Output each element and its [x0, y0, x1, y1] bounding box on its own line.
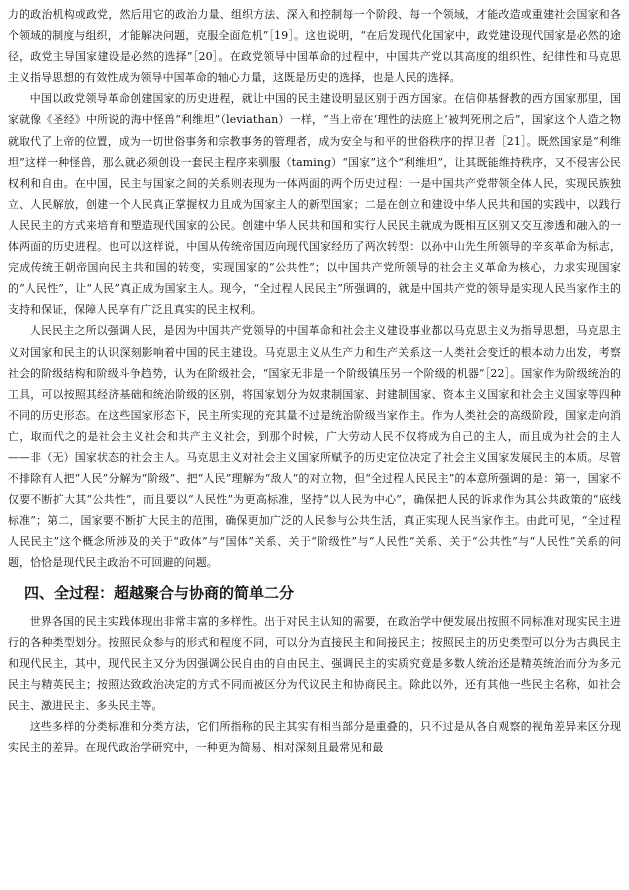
paragraph-classification-overlap: 这些多样的分类标准和分类方法，它们所指称的民主其实有相当部分是重叠的，只不过是从各自观察的视角差异来区分现实民主的差异。在现代政治学研究中，一种更为简易、相对深刻且最常见和最	[8, 720, 621, 755]
paragraph-marxism-democracy: 人民民主之所以强调人民，是因为中国共产党领导的中国革命和社会主义建设事业都以马克思主义为指导思想，马克思主义对国家和民主的认识深刻影响着中国的民主建设。马克思主义从生产力和生产关系这一人类社会变迁的根本动力出发，考察社会的阶级结构和阶级斗争趋势，认为在阶级社会，“国家无非是一个阶级镇压另一个阶级的机器”［22］。国家作为阶级统治的工具，可以按照其经济基础和统治阶级的区别，将国家划分为奴隶制国家、封建制国家、资本主义国家和社会主义国家等四种不同的历史形态。在这些国家形态下，民主所实现的充其量不过是统治阶级当家作主。作为人类社会的高级阶段，国家走向消亡，取而代之的是社会主义社会和共产主义社会，到那个时候，广大劳动人民不仅将成为自己的主人，而且成为社会的主人——非（无）国家状态的社会主人。马克思主义对社会主义国家所赋予的历史定位决定了社会主义国家发展民主的本质。尽管不排除有人把“人民”分解为“阶级”、把“人民”理解为“敌人”的对立物，但“全过程人民民主”的本意所强调的是：第一，国家不仅要不断扩大其“公共性”，而且要以“人民性”为更高标准，坚持“以人民为中心”，确保把人民的诉求作为其公共政策的“底线标准”；第二，国家要不断扩大民主的范围，确保更加广泛的人民参与公共生活，真正实现人民当家作主。由此可见，“全过程人民民主”这个概念所涉及的关于“政体”与“国体”关系、关于“阶级性”与“人民性”关系、关于“公共性”与“人民性”关系的问题，恰恰是现代民主政治不可回避的问题。	[8, 324, 621, 570]
paragraph-party-led-state: 中国以政党领导革命创建国家的历史进程，就让中国的民主建设明显区别于西方国家。在信仰基督教的西方国家那里，国家就像《圣经》中所说的海中怪兽“利维坦”（leviathan）一样，“当上帝在‘理性的法庭上’被判死刑之后”，国家这个人造之物就取代了上帝的位置，成为一切世俗事务和宗教事务的管理者，成为安全与和平的世俗秩序的捍卫者［21］。既然国家是“利维坦”这样一种怪兽，那么就必须创设一套民主程序来驯服（taming）“国家”这个“利维坦”，让其既能维持秩序，又不侵害公民权利和自由。在中国，民主与国家之间的关系则表现为一体两面的两个历史过程：一是中国共产党带领全体人民，实现民族独立、人民解放，创建一个人民真正掌握权力且成为国家主人的新型国家；二是在创立和建设中华人民共和国的实践中，以践行人民民主的方式来培育和塑造现代国家的公民。创建中华人民共和国和实行人民民主就成为既相互区别又交互渗透和融入的一体两面的历史进程。也可以这样说，中国从传统帝国迈向现代国家经历了两次转型：以孙中山先生所领导的辛亥革命为标志，完成传统王朝帝国向民主共和国的转变，实现国家的“公共性”；以中国共产党所领导的社会主义革命为核心，力求实现国家的“人民性”，让“人民”真正成为国家主人。现今，“全过程人民民主”所强调的，就是中国共产党的领导是实现人民当家作主的支持和保证，保障人民享有广泛且真实的民主权利。	[8, 92, 621, 317]
section-heading: 四、全过程：超越聚合与协商的简单二分	[24, 583, 295, 602]
paragraph-democracy-types: 世界各国的民主实践体现出非常丰富的多样性。出于对民主认知的需要，在政治学中便发展出按照不同标准对现实民主进行的各种类型划分。按照民众参与的形式和程度不同，可以分为直接民主和间接民主；按照民主的历史类型可以分为古典民主和现代民主，其中，现代民主又分为因强调公民自由的自由民主、强调民主的实质究竟是多数人统治还是精英统治而分为多元民主与精英民主；按照达致政治决定的方式不同而被区分为代议民主和协商民主。除此以外，还有其他一些民主名称，如社会民主、激进民主、多头民主等。	[8, 614, 621, 712]
paragraph-continuation: 力的政治机构或政党，然后用它的政治力量、组织方法、深入和控制每一个阶段、每一个领域，才能改造或重建社会国家和各个领域的制度与组织，才能解决问题，克服全面危机”［19］。这也说明，“在后发现代化国家中，政党建设现代国家是必然的途径，政党主导国家建设是必然的选择”［20］。在政党领导中国革命的过程中，中国共产党以其高度的组织性、纪律性和马克思主义指导思想的有效性成为领导中国革命的轴心力量，这既是历史的选择，也是人民的选择。	[8, 8, 621, 85]
